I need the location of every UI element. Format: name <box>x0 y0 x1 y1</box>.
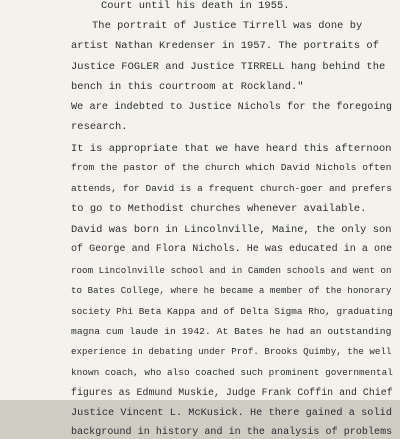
text-line: artist Nathan Kredenser in 1957. The portraits of <box>71 40 379 52</box>
text-line: It is appropriate that we have heard this afternoon <box>71 143 392 155</box>
text-line: room Lincolnville school and in Camden schools and went on <box>71 265 392 276</box>
text-line: The portrait of Justice Tirrell was done by <box>92 20 363 32</box>
text-line: background in history and in the analysis of problems <box>71 427 393 438</box>
text-line: attends, for David is a frequent church-goer and prefers <box>71 183 393 194</box>
text-line: figures as Edmund Muskie, Judge Frank Coffin and Chief <box>71 387 393 398</box>
text-line: of George and Flora Nichols. He was educated in a one <box>71 244 393 255</box>
text-line: to go to Methodist churches whenever available. <box>71 203 367 215</box>
text-line: experience in debating under Prof. Brooks Quimby, the well <box>71 346 392 357</box>
text-line: society Phi Beta Kappa and of Delta Sigma Rho, graduating <box>71 306 393 317</box>
text-line: Justice Vincent L. McKusick. He there gained a solid <box>71 407 392 419</box>
text-line: bench in this courtroom at Rockland." <box>71 81 304 93</box>
text-line: Court until his death in 1955. <box>101 0 290 12</box>
text-line: from the pastor of the church which David Nichols often <box>71 162 392 173</box>
text-line: research. <box>71 121 128 133</box>
text-line: Justice FOGLER and Justice TIRRELL hang behind the <box>71 61 386 73</box>
text-line: to Bates College, where he became a member of the honorary <box>71 285 392 296</box>
text-line: We are indebted to Justice Nichols for the foregoing <box>71 101 392 113</box>
text-line: magna cum laude in 1942. At Bates he had an outstanding <box>71 326 392 337</box>
text-line: David was born in Lincolnville, Maine, the only son <box>71 224 392 236</box>
text-line: known coach, who also coached such prominent governmental <box>71 367 393 378</box>
